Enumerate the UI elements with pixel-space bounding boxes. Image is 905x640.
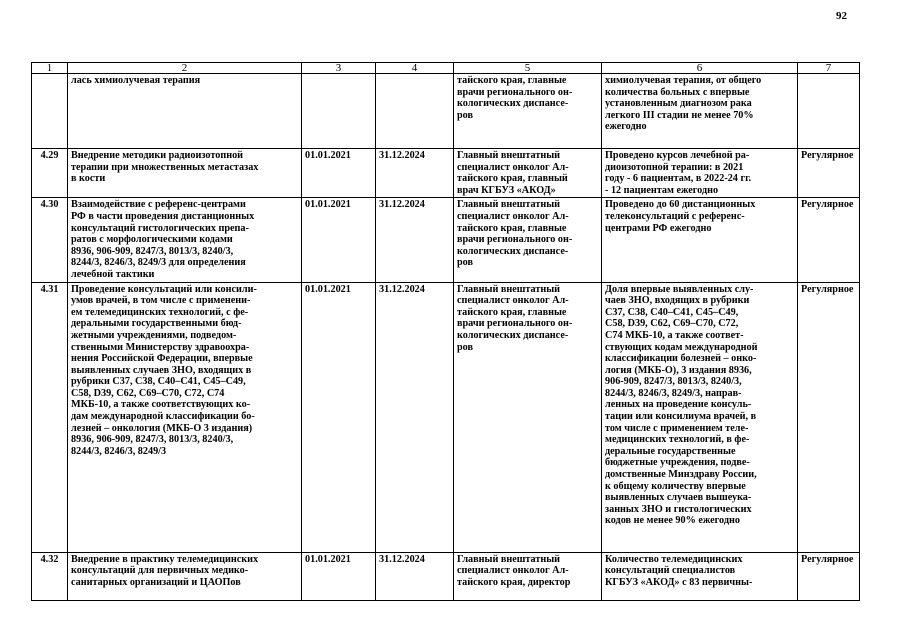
activity-cell: Взаимодействие с референс-центрами РФ в части проведения дистанционных консультаций гистологических препа- ратов с морфологическими кодами 8936, 906-909, 8247/3, 8013/3, 8240/3, 8244/3, 8246/3, 8249/3 для определения лечебной тактики [68, 198, 302, 282]
item-number: 4.30 [32, 198, 68, 282]
start-date-cell: 01.01.2021 [302, 198, 376, 282]
column-header: 4 [376, 63, 454, 74]
start-date-cell: 01.01.2021 [302, 149, 376, 198]
end-date-cell [376, 74, 454, 149]
column-header: 1 [32, 63, 68, 74]
frequency-cell: Регулярное [798, 552, 860, 600]
item-number: 4.29 [32, 149, 68, 198]
start-date-cell [302, 74, 376, 149]
item-number: 4.31 [32, 282, 68, 552]
column-number-row [32, 63, 860, 74]
activity-cell: Внедрение в практику телемедицинских консультаций для первичных медико- санитарных организаций и ЦАОПов [68, 552, 302, 600]
responsible-cell: Главный внештатный специалист онколог Ал- тайского края, главные врачи регионального он- кологических диспансе- ров [454, 282, 602, 552]
start-date-cell: 01.01.2021 [302, 552, 376, 600]
frequency-cell: Регулярное [798, 198, 860, 282]
indicator-cell: Количество телемедицинских консультаций специалистов КГБУЗ «АКОД» с 83 первичны- [602, 552, 798, 600]
end-date-cell: 31.12.2024 [376, 552, 454, 600]
column-header: 7 [798, 63, 860, 74]
activity-cell: Внедрение методики радиоизотопной терапии при множественных метастазах в кости [68, 149, 302, 198]
table-row [32, 149, 860, 198]
item-number: 4.32 [32, 552, 68, 600]
activity-cell: Проведение консультаций или консили- умов врачей, в том числе с применени- ем телемедицинских технологий, с фе- деральными государственными бюд- жетными учреждениями, подведом- ственными Министерству здравоохра- нения Российской Федерации, впервые выявленных случаев ЗНО, входящих в рубрики С37, С38, С40–С41, С45–С49, С58, D39, С62, С69–С70, С72, С74 МКБ-10, а также соответствующих ко- дам международной классификации бо- лезней – онкология (МКБ-О 3 издания) 8936, 906-909, 8247/3, 8013/3, 8240/3, 8244/3, 8246/3, 8249/3 [68, 282, 302, 552]
frequency-cell [798, 74, 860, 149]
column-header: 6 [602, 63, 798, 74]
frequency-cell: Регулярное [798, 149, 860, 198]
table-row [32, 282, 860, 552]
plan-table [31, 62, 860, 601]
end-date-cell: 31.12.2024 [376, 198, 454, 282]
responsible-cell: Главный внештатный специалист онколог Ал- тайского края, главный врач КГБУЗ «АКОД» [454, 149, 602, 198]
item-number [32, 74, 68, 149]
page-number: 92 [836, 10, 847, 22]
start-date-cell: 01.01.2021 [302, 282, 376, 552]
table-row [32, 74, 860, 149]
end-date-cell: 31.12.2024 [376, 149, 454, 198]
indicator-cell: химиолучевая терапия, от общего количества больных с впервые установленным диагнозом рака легкого III стадии не менее 70% ежегодно [602, 74, 798, 149]
column-header: 3 [302, 63, 376, 74]
frequency-cell: Регулярное [798, 282, 860, 552]
table-row [32, 552, 860, 600]
indicator-cell: Проведено курсов лечебной ра- диоизотопной терапии: в 2021 году - 6 пациентам, в 2022-24 гг. - 12 пациентам ежегодно [602, 149, 798, 198]
table-row [32, 198, 860, 282]
indicator-cell: Проведено до 60 дистанционных телеконсультаций с референс- центрами РФ ежегодно [602, 198, 798, 282]
column-header: 5 [454, 63, 602, 74]
responsible-cell: Главный внештатный специалист онколог Ал- тайского края, главные врачи регионального он- кологических диспансе- ров [454, 198, 602, 282]
indicator-cell: Доля впервые выявленных слу- чаев ЗНО, входящих в рубрики С37, С38, С40–С41, С45–С49, С58, D39, С62, С69–С70, С72, С74 МКБ-10, а также соответ- ствующих кодам международной классификации болезней – онко- логия (МКБ-О), 3 издания 8936, 906-909, 8247/3, 8013/3, 8240/3, 8244/3, 8246/3, 8249/3, направ- ленных на проведение консуль- тации или консилиума врачей, в том числе с применением теле- медицинских технологий, в фе- деральные государственные бюджетные учреждения, подве- домственные Минздраву России, к общему количеству впервые выявленных случаев вышеука- занных ЗНО и гистологических кодов не менее 90% ежегодно [602, 282, 798, 552]
responsible-cell: Главный внештатный специалист онколог Ал- тайского края, директор [454, 552, 602, 600]
activity-cell: лась химиолучевая терапия [68, 74, 302, 149]
column-header: 2 [68, 63, 302, 74]
responsible-cell: тайского края, главные врачи регионального он- кологических диспансе- ров [454, 74, 602, 149]
end-date-cell: 31.12.2024 [376, 282, 454, 552]
